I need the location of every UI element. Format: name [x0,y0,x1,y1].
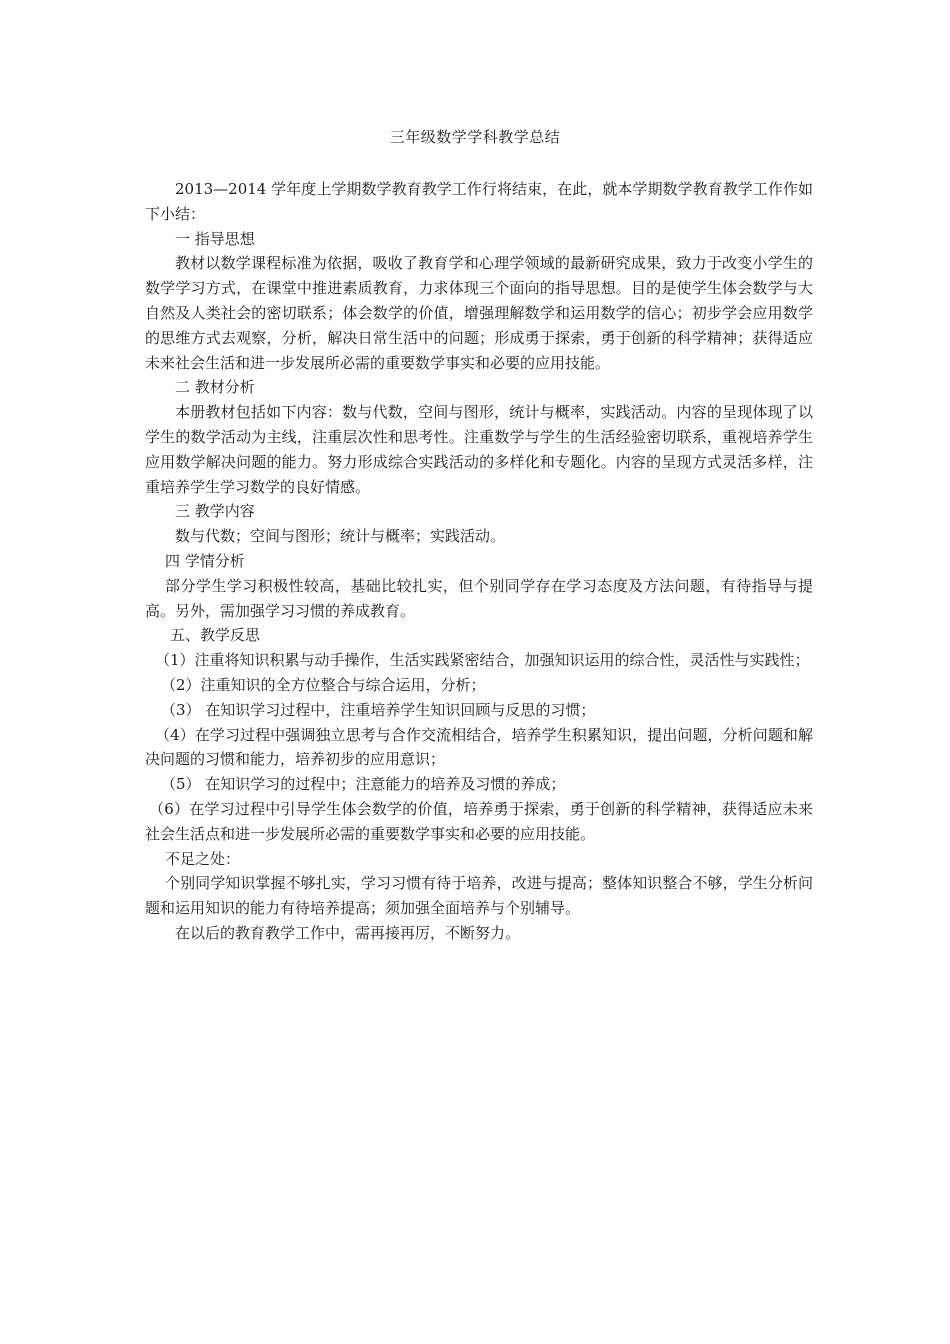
section-heading-guiding-thought: 一 指导思想 [175,229,255,248]
closing-paragraph: 在以后的教育教学工作中，需再接再厉，不断努力。 [175,923,521,942]
reflection-item-4: （4）在学习过程中强调独立思考与合作交流相结合，培养学生积累知识，提出问题，分析问题和解决问题的习惯和能力，培养初步的应用意识； [145,725,813,769]
intro-paragraph: 2013—2014 学年度上学期数学教育教学工作行将结束，在此，就本学期数学教育教学工作作如下小结： [145,180,813,223]
reflection-item-6: （6）在学习过程中引导学生体会数学的价值，培养勇于探索，勇于创新的科学精神，获得适应未来社会生活点和进一步发展所必需的重要数学事实和必要的应用技能。 [145,799,813,843]
reflection-item-3: （3） 在知识学习过程中，注重培养学生知识回顾与反思的习惯； [161,700,596,719]
document-body [145,177,813,946]
reflection-item-5: （5） 在知识学习的过程中；注意能力的培养及习惯的养成； [161,775,566,794]
shortcomings-paragraph: 个别同学知识掌握不够扎实，学习习惯有待于培养，改进与提高；整体知识整合不够，学生分析问题和运用知识的能力有待培养提高；须加强全面培养与个别辅导。 [145,874,813,918]
guiding-thought-paragraph: 教材以数学课程标准为依据，吸收了教育学和心理学领域的最新研究成果，致力于改变小学生的数学学习方式，在课堂中推进素质教育，力求体现三个面向的指导思想。目的是使学生体会数学与大自然及人类社会的密切联系；体会数学的价值，增强理解数学和运用数学的信心；初步学会应用数学的思维方式去观察，分析，解决日常生活中的问题；形成勇于探索，勇于创新的科学精神；获得适应未来社会生活和进一步发展所必需的重要数学事实和必要的应用技能。 [145,254,813,372]
reflection-item-1: （1）注重将知识积累与动手操作，生活实践紧密结合，加强知识运用的综合性，灵活性与实践性； [155,651,810,670]
section-heading-textbook-analysis: 二 教材分析 [175,378,255,397]
textbook-analysis-paragraph: 本册教材包括如下内容：数与代数，空间与图形，统计与概率，实践活动。内容的呈现体现了以学生的数学活动为主线，注重层次性和思考性。注重数学与学生的生活经验密切联系，重视培养学生应用数学解决问题的能力。努力形成综合实践活动的多样化和专题化。内容的呈现方式灵活多样，注重培养学生学习数学的良好情感。 [145,403,813,496]
student-analysis-paragraph: 部分学生学习积极性较高，基础比较扎实，但个别同学存在学习态度及方法问题，有待指导与提高。另外，需加强学习习惯的养成教育。 [145,576,813,620]
section-heading-teaching-content: 三 教学内容 [175,502,255,521]
shortcomings-heading: 不足之处： [165,849,241,868]
teaching-content-paragraph: 数与代数；空间与图形；统计与概率；实践活动。 [175,527,506,546]
section-heading-teaching-reflection: 五、教学反思 [170,626,261,645]
document-title: 三年级数学学科教学总结 [389,128,561,146]
section-heading-student-analysis: 四 学情分析 [165,551,245,570]
reflection-item-2: （2）注重知识的全方位整合与综合运用，分析； [161,675,486,694]
